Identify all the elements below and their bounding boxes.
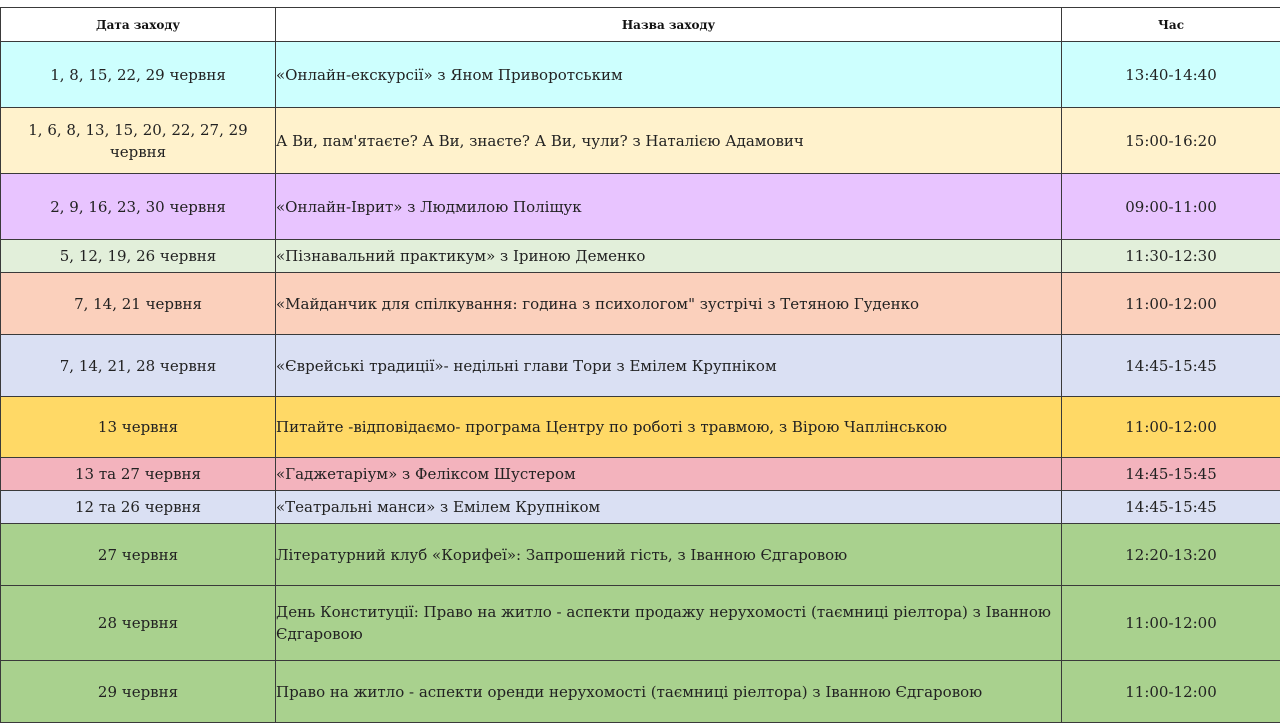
event-date: 13 червня [1, 397, 276, 458]
event-time: 11:00-12:00 [1062, 397, 1280, 458]
table-row [1, 491, 1280, 524]
table-row [1, 273, 1280, 335]
event-name: День Конституції: Право на житло - аспекти продажу нерухомості (таємниці ріелтора) з Іванною Єдгаровою [276, 586, 1062, 661]
table-row [1, 42, 1280, 108]
event-time: 12:20-13:20 [1062, 524, 1280, 586]
event-date: 7, 14, 21 червня [1, 273, 276, 335]
event-time: 11:00-12:00 [1062, 273, 1280, 335]
event-time: 14:45-15:45 [1062, 458, 1280, 491]
table-row [1, 174, 1280, 240]
event-date: 13 та 27 червня [1, 458, 276, 491]
table-row [1, 586, 1280, 661]
event-time: 14:45-15:45 [1062, 491, 1280, 524]
table-row [1, 524, 1280, 586]
event-name: А Ви, пам'ятаєте? А Ви, знаєте? А Ви, чули? з Наталією Адамович [276, 108, 1062, 174]
event-name: «Єврейські традиції»- недільні глави Тори з Емілем Крупніком [276, 335, 1062, 397]
event-time: 11:00-12:00 [1062, 586, 1280, 661]
table-row [1, 458, 1280, 491]
event-date: 12 та 26 червня [1, 491, 276, 524]
event-name: «Онлайн-Іврит» з Людмилою Поліщук [276, 174, 1062, 240]
event-name: «Онлайн-екскурсії» з Яном Приворотським [276, 42, 1062, 108]
event-name: «Пізнавальний практикум» з Іриною Деменко [276, 240, 1062, 273]
event-date: 29 червня [1, 661, 276, 723]
header-name: Назва заходу [276, 8, 1062, 42]
event-name: «Майданчик для спілкування: година з психологом" зустрічі з Тетяною Гуденко [276, 273, 1062, 335]
table-row [1, 108, 1280, 174]
event-name: «Гаджетаріум» з Феліксом Шустером [276, 458, 1062, 491]
event-name: Право на житло - аспекти оренди нерухомості (таємниці ріелтора) з Іванною Єдгаровою [276, 661, 1062, 723]
event-name: Літературний клуб «Корифеї»: Запрошений гість, з Іванною Єдгаровою [276, 524, 1062, 586]
events-table [0, 7, 1280, 723]
event-date: 28 червня [1, 586, 276, 661]
event-time: 11:30-12:30 [1062, 240, 1280, 273]
table-row [1, 240, 1280, 273]
event-date: 2, 9, 16, 23, 30 червня [1, 174, 276, 240]
table-row [1, 335, 1280, 397]
event-date: 5, 12, 19, 26 червня [1, 240, 276, 273]
event-name: Питайте -відповідаємо- програма Центру по роботі з травмою, з Вірою Чаплінською [276, 397, 1062, 458]
event-date: 7, 14, 21, 28 червня [1, 335, 276, 397]
event-name: «Театральні манси» з Емілем Крупніком [276, 491, 1062, 524]
table-row [1, 397, 1280, 458]
event-time: 13:40-14:40 [1062, 42, 1280, 108]
event-time: 09:00-11:00 [1062, 174, 1280, 240]
event-time: 11:00-12:00 [1062, 661, 1280, 723]
header-time: Час [1062, 8, 1280, 42]
header-row [1, 8, 1280, 42]
table-row [1, 661, 1280, 723]
event-date: 1, 8, 15, 22, 29 червня [1, 42, 276, 108]
event-time: 15:00-16:20 [1062, 108, 1280, 174]
event-time: 14:45-15:45 [1062, 335, 1280, 397]
header-date: Дата заходу [1, 8, 276, 42]
event-date: 27 червня [1, 524, 276, 586]
event-date: 1, 6, 8, 13, 15, 20, 22, 27, 29 червня [1, 108, 276, 174]
